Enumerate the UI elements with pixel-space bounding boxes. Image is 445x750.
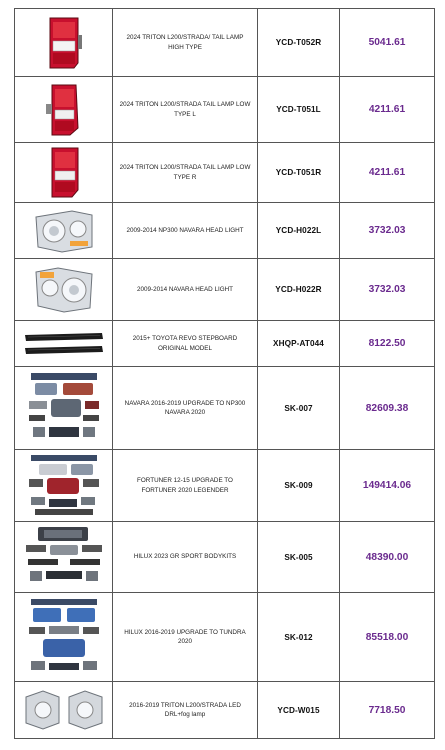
product-price: 85518.00: [340, 593, 435, 682]
product-image-cell: [15, 321, 113, 367]
product-code: XHQP-AT044: [258, 321, 340, 367]
head-light-icon: [32, 264, 96, 316]
table-row: [15, 9, 435, 77]
product-image-cell: [15, 450, 113, 522]
table-row: [15, 203, 435, 259]
product-image-cell: [15, 77, 113, 143]
product-price: 8122.50: [340, 321, 435, 367]
product-price: 3732.03: [340, 259, 435, 321]
product-code: YCD-T051L: [258, 77, 340, 143]
red-tail-lamp-icon: [44, 146, 84, 200]
product-image-cell: [15, 682, 113, 739]
bodykit-catalog-icon: [25, 597, 103, 677]
product-name: 2009-2014 NP300 NAVARA HEAD LIGHT: [113, 203, 258, 259]
table-row: [15, 367, 435, 450]
bodykit-parts-icon: [24, 525, 104, 589]
product-name: 2024 TRITON L200/STRADA TAIL LAMP LOW TYPE R: [113, 143, 258, 203]
bodykit-catalog-icon: [25, 371, 103, 445]
product-image-cell: [15, 9, 113, 77]
product-name: 2024 TRITON L200/STRADA/ TAIL LAMP HIGH TYPE: [113, 9, 258, 77]
red-tail-lamp-icon: [44, 15, 84, 71]
product-code: YCD-H022R: [258, 259, 340, 321]
product-name: NAVARA 2016-2019 UPGRADE TO NP300 NAVARA 2020: [113, 367, 258, 450]
product-price: 149414.06: [340, 450, 435, 522]
product-name: HILUX 2023 GR SPORT BODYKITS: [113, 522, 258, 593]
product-name: FORTUNER 12-15 UPGRADE TO FORTUNER 2020 LEGENDER: [113, 450, 258, 522]
table-row: [15, 77, 435, 143]
table-row: [15, 450, 435, 522]
product-image-cell: [15, 593, 113, 682]
product-price: 3732.03: [340, 203, 435, 259]
table-row: [15, 143, 435, 203]
product-code: SK-009: [258, 450, 340, 522]
stepboard-icon: [22, 330, 106, 358]
product-price: 48390.00: [340, 522, 435, 593]
product-image-cell: [15, 367, 113, 450]
product-image-cell: [15, 259, 113, 321]
table-row: [15, 259, 435, 321]
table-row: [15, 522, 435, 593]
product-image-cell: [15, 522, 113, 593]
product-price: 5041.61: [340, 9, 435, 77]
fog-lamp-pair-icon: [23, 687, 105, 733]
product-image-cell: [15, 203, 113, 259]
product-code: YCD-T051R: [258, 143, 340, 203]
product-name: HILUX 2016-2019 UPGRADE TO TUNDRA 2020: [113, 593, 258, 682]
product-price: 4211.61: [340, 77, 435, 143]
product-code: SK-007: [258, 367, 340, 450]
product-code: SK-005: [258, 522, 340, 593]
red-tail-lamp-icon: [44, 82, 84, 138]
product-name: 2015+ TOYOTA REVO STEPBOARD ORIGINAL MODEL: [113, 321, 258, 367]
product-name: 2024 TRITON L200/STRADA TAIL LAMP LOW TYPE L: [113, 77, 258, 143]
bodykit-catalog-icon: [25, 453, 103, 519]
product-price: 7718.50: [340, 682, 435, 739]
product-code: YCD-T052R: [258, 9, 340, 77]
head-light-icon: [32, 207, 96, 255]
table-row: [15, 321, 435, 367]
product-price: 82609.38: [340, 367, 435, 450]
product-table: [14, 8, 435, 739]
product-code: YCD-H022L: [258, 203, 340, 259]
product-code: YCD-W015: [258, 682, 340, 739]
table-row: [15, 682, 435, 739]
product-price: 4211.61: [340, 143, 435, 203]
table-row: [15, 593, 435, 682]
product-image-cell: [15, 143, 113, 203]
product-name: 2016-2019 TRITON L200/STRADA LED DRL+fog lamp: [113, 682, 258, 739]
product-name: 2009-2014 NAVARA HEAD LIGHT: [113, 259, 258, 321]
product-code: SK-012: [258, 593, 340, 682]
